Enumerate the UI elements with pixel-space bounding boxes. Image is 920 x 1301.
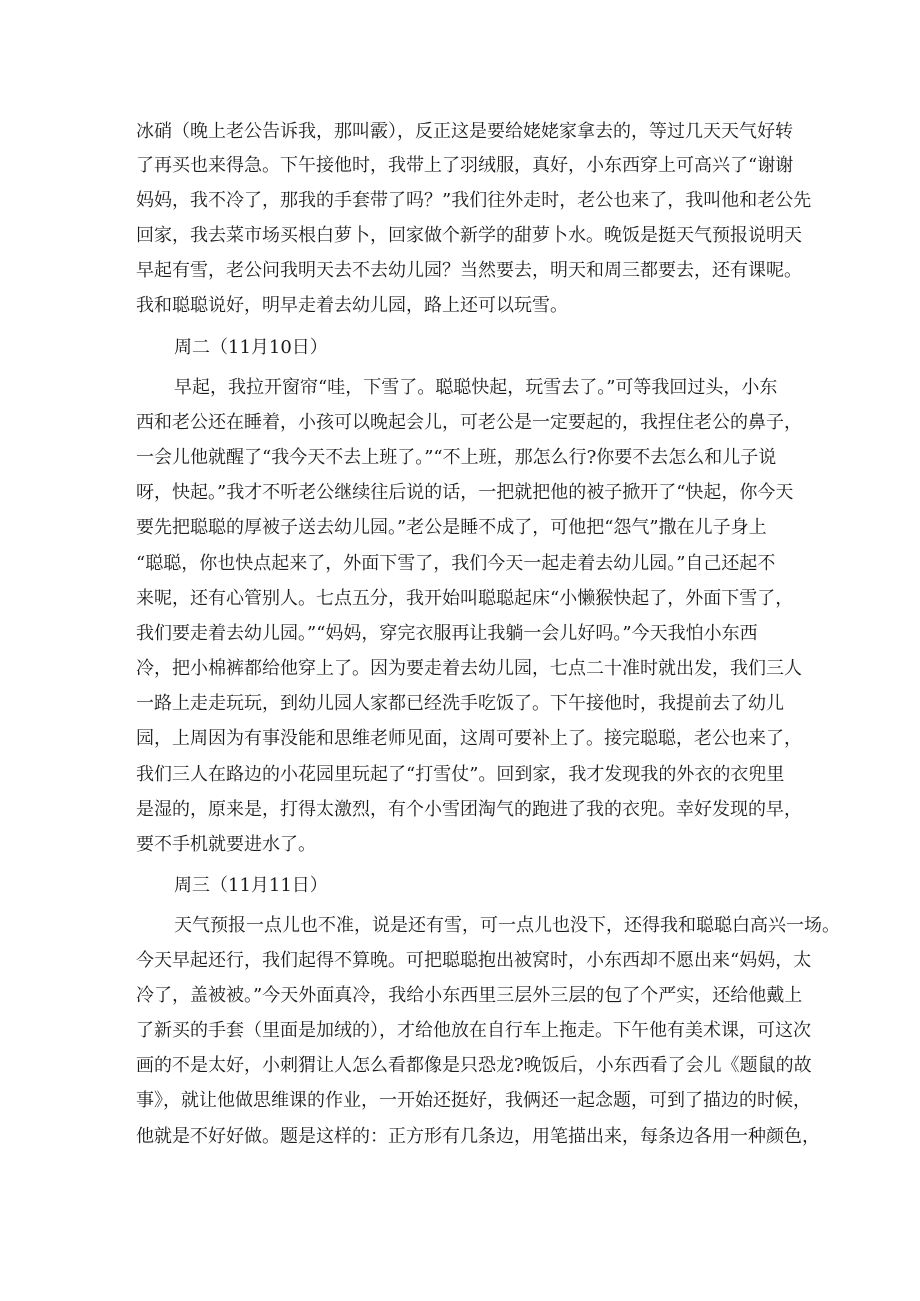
text-line: 妈妈，我不冷了，那我的手套带了吗？”我们往外走时，老公也来了，我叫他和老公先 — [136, 190, 812, 211]
text-line: 冰硝（晚上老公告诉我，那叫霰），反正这是要给姥姥家拿去的，等过几天天气好转 — [136, 121, 793, 142]
text-line: 来呢，还有心管别人。七点五分，我开始叫聪聪起床“小懒猴快起了，外面下雪了， — [136, 588, 794, 609]
text-line: 早起有雪，老公问我明天去不去幼儿园？当然要去，明天和周三都要去，还有课呢。 — [136, 260, 802, 281]
text-line: 园，上周因为有事没能和思维老师见面，这周可要补上了。接完聪聪，老公也来了， — [136, 728, 802, 749]
text-line: 事》，就让他做思维课的作业，一开始还挺好，我俩还一起念题，可到了描边的时候， — [136, 1090, 811, 1111]
text-line: 画的不是太好，小刺猬让人怎么看都像是只恐龙?晚饭后，小东西看了会儿《题鼠的故 — [136, 1055, 812, 1076]
text-line: 呀，快起。”我才不听老公继续往后说的话，一把就把他的被子掀开了“快起，你今天 — [136, 482, 794, 503]
text-line: 是湿的，原来是，打得太激烈，有个小雪团淘气的跑进了我的衣兜。幸好发现的早， — [136, 799, 802, 820]
text-line: 他就是不好好做。题是这样的：正方形有几条边，用笔描出来，每条边各用一种颜色， — [136, 1126, 820, 1147]
text-line: 要先把聪聪的厚被子送去幼儿园。”老公是睡不成了，可他把“怨气”撒在儿子身上 — [136, 517, 767, 538]
paragraph-first-line: 早起，我拉开窗帘“哇，下雪了。聪聪快起，玩雪去了。”可等我回过头，小东 — [174, 377, 778, 398]
paragraph-first-line: 天气预报一点儿也不准，说是还有雪，可一点儿也没下，还得我和聪聪白高兴一场。 — [174, 915, 840, 936]
text-line: 今天早起还行，我们起得不算晚。可把聪聪抱出被窝时，小东西却不愿出来“妈妈，太 — [136, 950, 812, 971]
text-line: 冷，把小棉裤都给他穿上了。因为要走着去幼儿园，七点二十准时就出发，我们三人 — [136, 658, 802, 679]
text-line: 我和聪聪说好，明早走着去幼儿园，路上还可以玩雪。 — [136, 295, 568, 316]
text-line: 一路上走走玩玩，到幼儿园人家都已经洗手吃饭了。下午接他时，我提前去了幼儿 — [136, 693, 784, 714]
text-line: “聪聪，你也快点起来了，外面下雪了，我们今天一起走着去幼儿园。”自己还起不 — [136, 553, 776, 574]
text-line: 一会儿他就醒了“我今天不去上班了。”“不上班，那怎么行?你要不去怎么和儿子说 — [136, 447, 777, 468]
text-line: 了新买的手套（里面是加绒的），才给他放在自行车上拖走。下午他有美术课，可这次 — [136, 1020, 811, 1041]
text-line: 我们要走着去幼儿园。”“妈妈，穿完衣服再让我躺一会儿好吗。”今天我怕小东西 — [136, 623, 758, 644]
section-heading: 周二（11月10日） — [174, 337, 328, 358]
text-line: 冷了，盖被被。”今天外面真冷，我给小东西里三层外三层的包了个严实，还给他戴上 — [136, 985, 803, 1006]
text-line: 我们三人在路边的小花园里玩起了“打雪仗”。回到家，我才发现我的外衣的衣兜里 — [136, 764, 785, 785]
text-line: 西和老公还在睡着，小孩可以晚起会儿，可老公是一定要起的，我捏住老公的鼻子， — [136, 412, 802, 433]
text-line: 要不手机就要进水了。 — [136, 834, 316, 855]
text-line: 了再买也来得急。下午接他时，我带上了羽绒服，真好，小东西穿上可高兴了“谢谢 — [136, 155, 794, 176]
text-line: 回家，我去菜市场买根白萝卜，回家做个新学的甜萝卜水。晚饭是挺天气预报说明天 — [136, 225, 802, 246]
section-heading: 周三（11月11日） — [174, 875, 328, 896]
